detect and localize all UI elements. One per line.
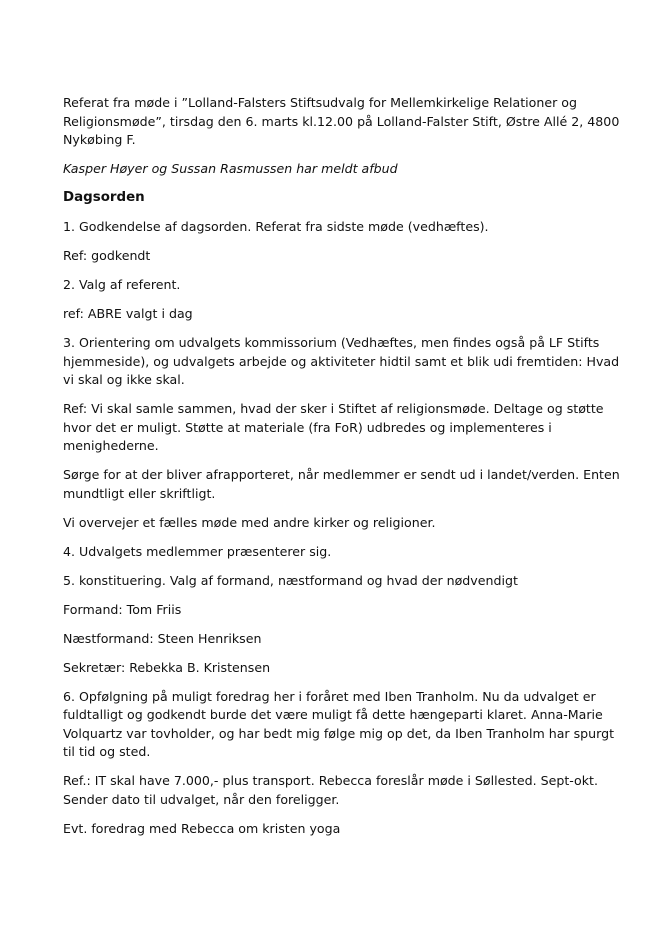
minutes-item-6-yoga: Evt. foredrag med Rebecca om kristen yoga: [63, 820, 341, 836]
agenda-item-6: 6. Opfølgning på muligt foredrag her i foråret med Iben Tranholm. Nu da udvalget er fuldtalligt og godkendt burde det være muligt få dette hængeparti klaret. Anna-Marie Volquartz var tovholder, og har bedt mig følge mig op det, da Iben Tranholm har spurgt til tid og sted.: [63, 688, 615, 759]
agenda-item-5: 5. konstituering. Valg af formand, næstformand og hvad der nødvendigt: [63, 572, 518, 588]
agenda-item-1: 1. Godkendelse af dagsorden. Referat fra sidste møde (vedhæftes).: [63, 219, 489, 234]
minutes-item-3-joint-meeting: Vi overvejer et fælles møde med andre kirker og religioner.: [63, 514, 436, 530]
agenda-heading: Dagsorden: [63, 190, 145, 205]
minutes-item-2: ref: ABRE valgt i dag: [63, 306, 193, 321]
minutes-item-3: Ref: Vi skal samle sammen, hvad der sker i Stiftet af religionsmøde. Deltage og støtte hvor det er muligt. Støtte at materiale (fra FoR) udbredes og implementeres i menighederne.: [63, 401, 604, 453]
vice-chairman-line: Næstformand: Steen Henriksen: [63, 630, 262, 646]
meeting-intro: Referat fra møde i ”Lolland-Falsters Stiftsudvalg for Mellemkirkelige Relationer og Religionsmøde”, tirsdag den 6. marts kl.12.00 på Lolland-Falster Stift, Østre Allé 2, 4800 Nykøbing F.: [63, 95, 620, 147]
minutes-item-6: Ref.: IT skal have 7.000,- plus transport. Rebecca foreslår møde i Søllested. Sept-okt. Sender dato til udvalget, når den foreligger.: [63, 773, 598, 807]
secretary-line: Sekretær: Rebekka B. Kristensen: [63, 659, 271, 675]
minutes-item-3-report: Sørge for at der bliver afrapporteret, når medlemmer er sendt ud i landet/verden. Enten mundtligt eller skriftligt.: [63, 467, 620, 501]
document-body: [63, 94, 623, 849]
minutes-item-1: Ref: godkendt: [63, 248, 151, 263]
agenda-item-3: 3. Orientering om udvalgets kommissorium (Vedhæftes, men findes også på LF Stifts hjemmeside), og udvalgets arbejde og aktiviteter hidtil samt et blik udi fremtiden: Hvad vi skal og ikke skal.: [63, 335, 620, 387]
absence-note: Kasper Høyer og Sussan Rasmussen har meldt afbud: [63, 161, 398, 176]
chairman-line: Formand: Tom Friis: [63, 601, 182, 617]
agenda-item-2: 2. Valg af referent.: [63, 277, 181, 292]
agenda-item-4: 4. Udvalgets medlemmer præsenterer sig.: [63, 543, 332, 559]
